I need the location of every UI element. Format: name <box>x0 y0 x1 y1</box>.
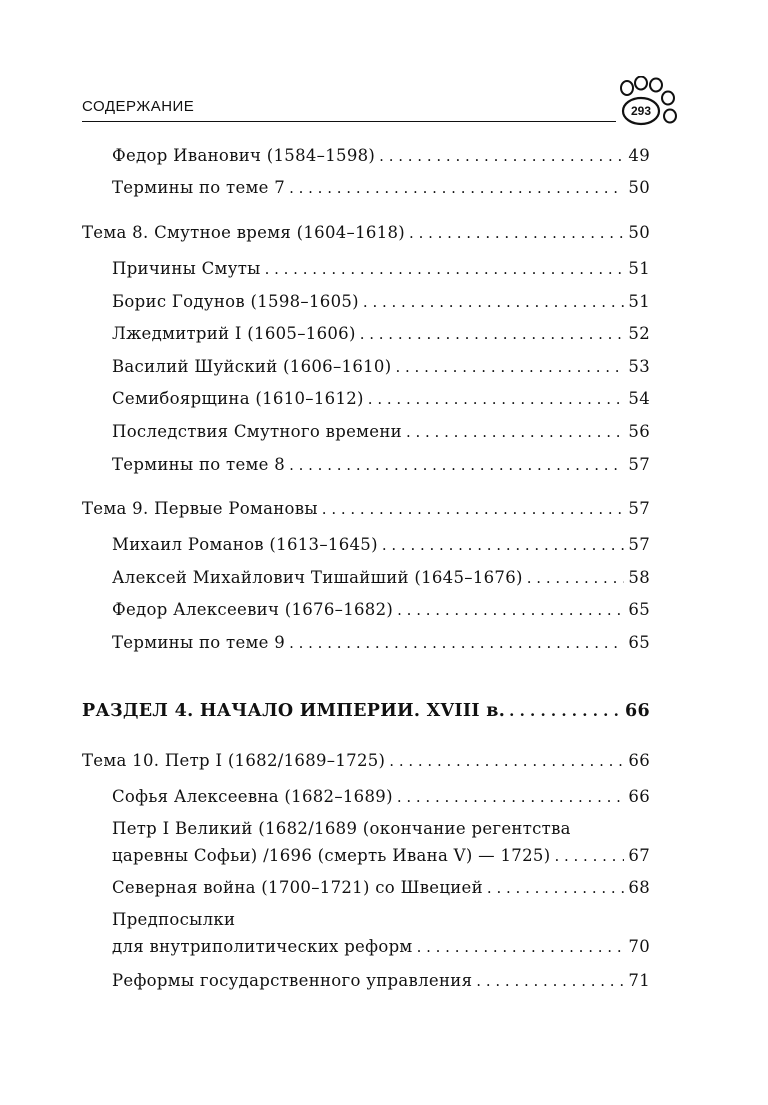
entry-title: Причины Смуты <box>112 259 261 278</box>
toc-section-entry <box>82 699 650 723</box>
toc-entry <box>112 876 650 900</box>
entry-page: 57 <box>628 499 650 518</box>
leader-dots <box>322 497 625 521</box>
section-title: РАЗДЕЛ 4. НАЧАЛО ИМПЕРИИ. XVIII в. <box>82 701 506 721</box>
leader-dots <box>509 699 621 723</box>
entry-page: 67 <box>628 846 650 865</box>
toc-entry <box>112 144 650 168</box>
entry-page: 50 <box>628 223 650 242</box>
toc-entry <box>112 355 650 379</box>
entry-page: 49 <box>628 146 650 165</box>
toc-entry <box>112 257 650 281</box>
toc-entry <box>112 322 650 346</box>
toc-topic-entry <box>82 497 650 521</box>
entry-title: Тема 9. Первые Романовы <box>82 499 318 518</box>
entry-title: Михаил Романов (1613–1645) <box>112 535 378 554</box>
toc-entry <box>112 420 650 444</box>
entry-title: Тема 10. Петр I (1682/1689–1725) <box>82 751 386 770</box>
entry-page: 70 <box>628 937 650 956</box>
page-number: 293 <box>630 104 652 118</box>
leader-dots <box>406 420 624 444</box>
leader-dots <box>417 935 625 959</box>
toc-entry <box>112 453 650 477</box>
entry-title: Термины по теме 9 <box>112 633 286 652</box>
entry-page: 68 <box>628 878 650 897</box>
entry-page: 56 <box>628 422 650 441</box>
toc-entry <box>112 844 650 868</box>
leader-dots <box>363 290 624 314</box>
entry-page: 66 <box>625 701 650 721</box>
entry-title: Семибоярщина (1610–1612) <box>112 389 364 408</box>
toc-entry <box>112 566 650 590</box>
leader-dots <box>397 598 624 622</box>
toc-entry <box>112 533 650 557</box>
entry-title: Василий Шуйский (1606–1610) <box>112 357 392 376</box>
entry-page: 53 <box>628 357 650 376</box>
leader-dots <box>554 844 624 868</box>
entry-title: Термины по теме 7 <box>112 178 286 197</box>
entry-page: 66 <box>628 751 650 770</box>
toc-entry <box>112 935 650 959</box>
entry-title: Северная война (1700–1721) со Швецией <box>112 878 483 897</box>
entry-title: Софья Алексеевна (1682–1689) <box>112 787 393 806</box>
entry-page: 51 <box>628 259 650 278</box>
leader-dots <box>289 631 624 655</box>
entry-title: Борис Годунов (1598–1605) <box>112 292 359 311</box>
leader-dots <box>476 969 624 993</box>
leader-dots <box>382 533 625 557</box>
entry-page: 57 <box>628 455 650 474</box>
running-header-title: СОДЕРЖАНИЕ <box>82 98 195 115</box>
leader-dots <box>360 322 625 346</box>
leader-dots <box>487 876 624 900</box>
leader-dots <box>368 387 625 411</box>
entry-title-line2: царевны Софьи) /1696 (смерть Ивана V) — 1725) <box>112 846 551 865</box>
toc-topic-entry <box>82 749 650 773</box>
entry-page: 65 <box>628 633 650 652</box>
entry-page: 57 <box>628 535 650 554</box>
entry-page: 51 <box>628 292 650 311</box>
leader-dots <box>409 221 624 245</box>
toc-entry <box>112 785 650 809</box>
entry-title: Термины по теме 8 <box>112 455 286 474</box>
leader-dots <box>379 144 624 168</box>
entry-title: Федор Алексеевич (1676–1682) <box>112 600 394 619</box>
leader-dots <box>397 785 625 809</box>
entry-title: Последствия Смутного времени <box>112 422 402 441</box>
entry-title: Алексей Михайлович Тишайший (1645–1676) <box>112 568 523 587</box>
toc-entry <box>112 290 650 314</box>
entry-title: Реформы государственного управления <box>112 971 473 990</box>
leader-dots <box>289 453 624 477</box>
entry-page: 71 <box>628 971 650 990</box>
entry-page: 66 <box>628 787 650 806</box>
entry-page: 54 <box>628 389 650 408</box>
entry-title-line1: Предпосылки <box>112 910 236 929</box>
toc-entry <box>112 176 650 200</box>
leader-dots <box>265 257 625 281</box>
leader-dots <box>289 176 624 200</box>
toc-entry <box>112 631 650 655</box>
entry-page: 65 <box>628 600 650 619</box>
header-rule <box>82 121 616 122</box>
entry-title-line2: для внутриполитических реформ <box>112 937 413 956</box>
toc-topic-entry <box>82 221 650 245</box>
toc-entry <box>112 598 650 622</box>
entry-title: Федор Иванович (1584–1598) <box>112 146 376 165</box>
entry-title-line1: Петр I Великий (1682/1689 (окончание регентства <box>112 819 571 838</box>
entry-page: 58 <box>628 568 650 587</box>
leader-dots <box>389 749 624 773</box>
leader-dots <box>395 355 624 379</box>
entry-title: Тема 8. Смутное время (1604–1618) <box>82 223 406 242</box>
toc-entry <box>112 387 650 411</box>
toc-entry <box>112 969 650 993</box>
leader-dots <box>527 566 625 590</box>
entry-page: 52 <box>628 324 650 343</box>
entry-title: Лжедмитрий I (1605–1606) <box>112 324 356 343</box>
entry-page: 50 <box>628 178 650 197</box>
